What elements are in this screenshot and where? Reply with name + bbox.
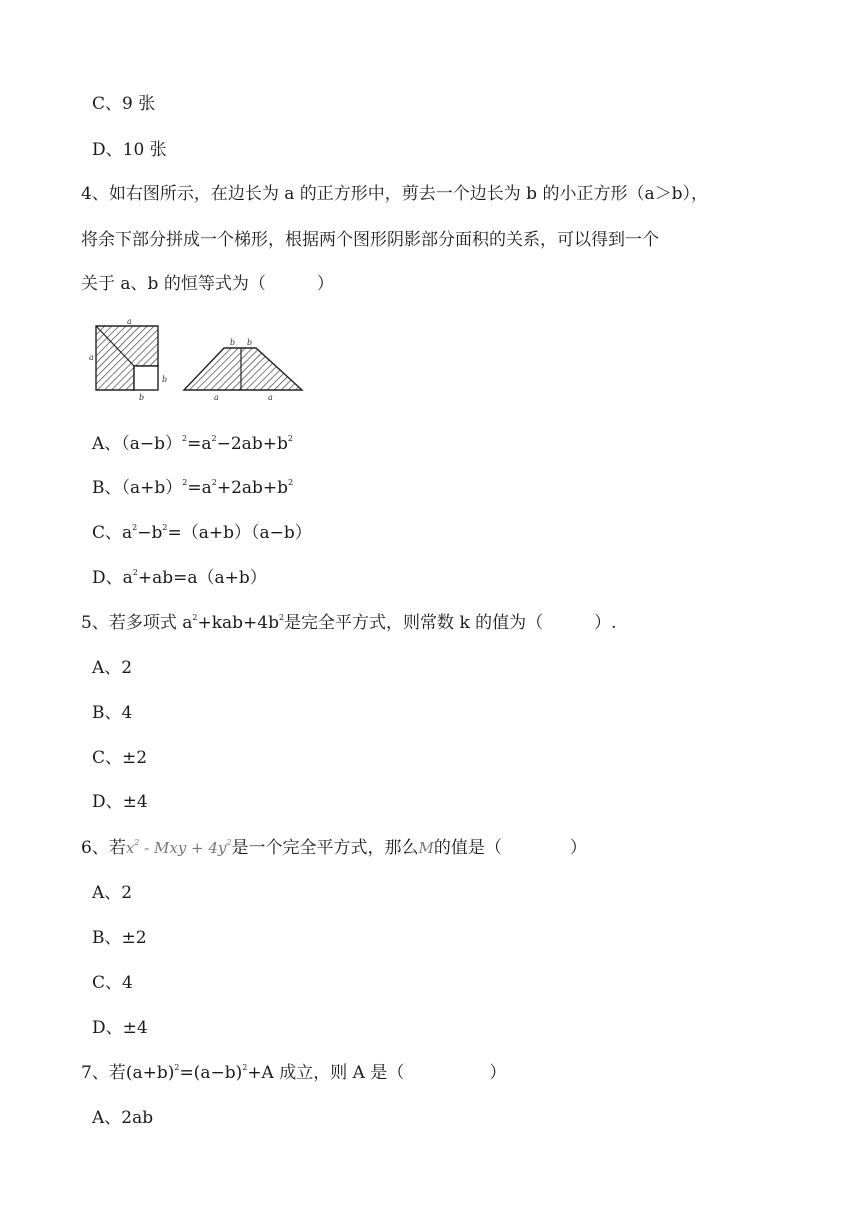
q6-option-a: A、2: [92, 883, 133, 903]
q4-option-c: C、$a^2-b^2=(a+b)(a-b)$: [92, 523, 312, 543]
label-trap-bottom-left: a: [214, 393, 219, 402]
q6-stem: 6、若$x^2$ - Mxy + $4y^2$是一个完全平方式，那么M的值是（ ）: [81, 838, 587, 858]
q4-option-b: B、$(a+b)^2=a^2+2ab+b^2$: [92, 478, 294, 498]
trapezoid-shaded: [184, 348, 302, 390]
q4-figure: [84, 318, 314, 412]
label-square-top: a: [127, 318, 132, 326]
q6-expression: $x^2$ - Mxy + $4y^2$: [125, 838, 232, 857]
q4-option-d: D、$a^2+ab=a(a+b)$: [92, 568, 267, 588]
label-small-bottom: b: [139, 393, 145, 402]
q4-option-a: A、$(a-b)^2=a^2-2ab+b^2$: [92, 434, 293, 454]
q6-option-d: D、±4: [92, 1018, 148, 1038]
q4-stem-line2: 将余下部分拼成一个梯形，根据两个图形阴影部分面积的关系，可以得到一个: [81, 230, 659, 250]
q7-stem: 7、若$(a+b)^2=(a-b)^2+A$ 成立，则 A 是（ ）: [81, 1063, 507, 1083]
q5-stem: 5、若多项式 $a^2+kab+4b^2$是完全平方式，则常数 k 的值为（ ）.: [81, 613, 617, 633]
q3-option-c: C、9 张: [92, 94, 156, 114]
q6-variable-m: M: [418, 839, 434, 857]
q5-option-d: D、±4: [92, 792, 148, 812]
q6-option-c: C、4: [92, 973, 133, 993]
square-trapezoid-diagram: [84, 318, 314, 408]
label-small-right: b: [162, 375, 168, 384]
q4-stem-line3: 关于 a、b 的恒等式为（ ）: [81, 274, 334, 294]
q6-option-b: B、±2: [92, 928, 147, 948]
q4-stem-line1: 4、如右图所示，在边长为 a 的正方形中，剪去一个边长为 b 的小正方形（a＞b），: [81, 184, 708, 204]
q5-option-b: B、4: [92, 703, 133, 723]
label-square-left: a: [89, 353, 94, 362]
label-trap-top-left: b: [230, 338, 236, 347]
label-trap-bottom-right: a: [268, 393, 273, 402]
q5-option-a: A、2: [92, 658, 133, 678]
q5-option-c: C、±2: [92, 748, 148, 768]
small-square: [134, 366, 158, 390]
label-trap-top-right: b: [247, 338, 253, 347]
q7-option-a: A、2ab: [92, 1108, 154, 1128]
q3-option-d: D、10 张: [92, 140, 167, 160]
